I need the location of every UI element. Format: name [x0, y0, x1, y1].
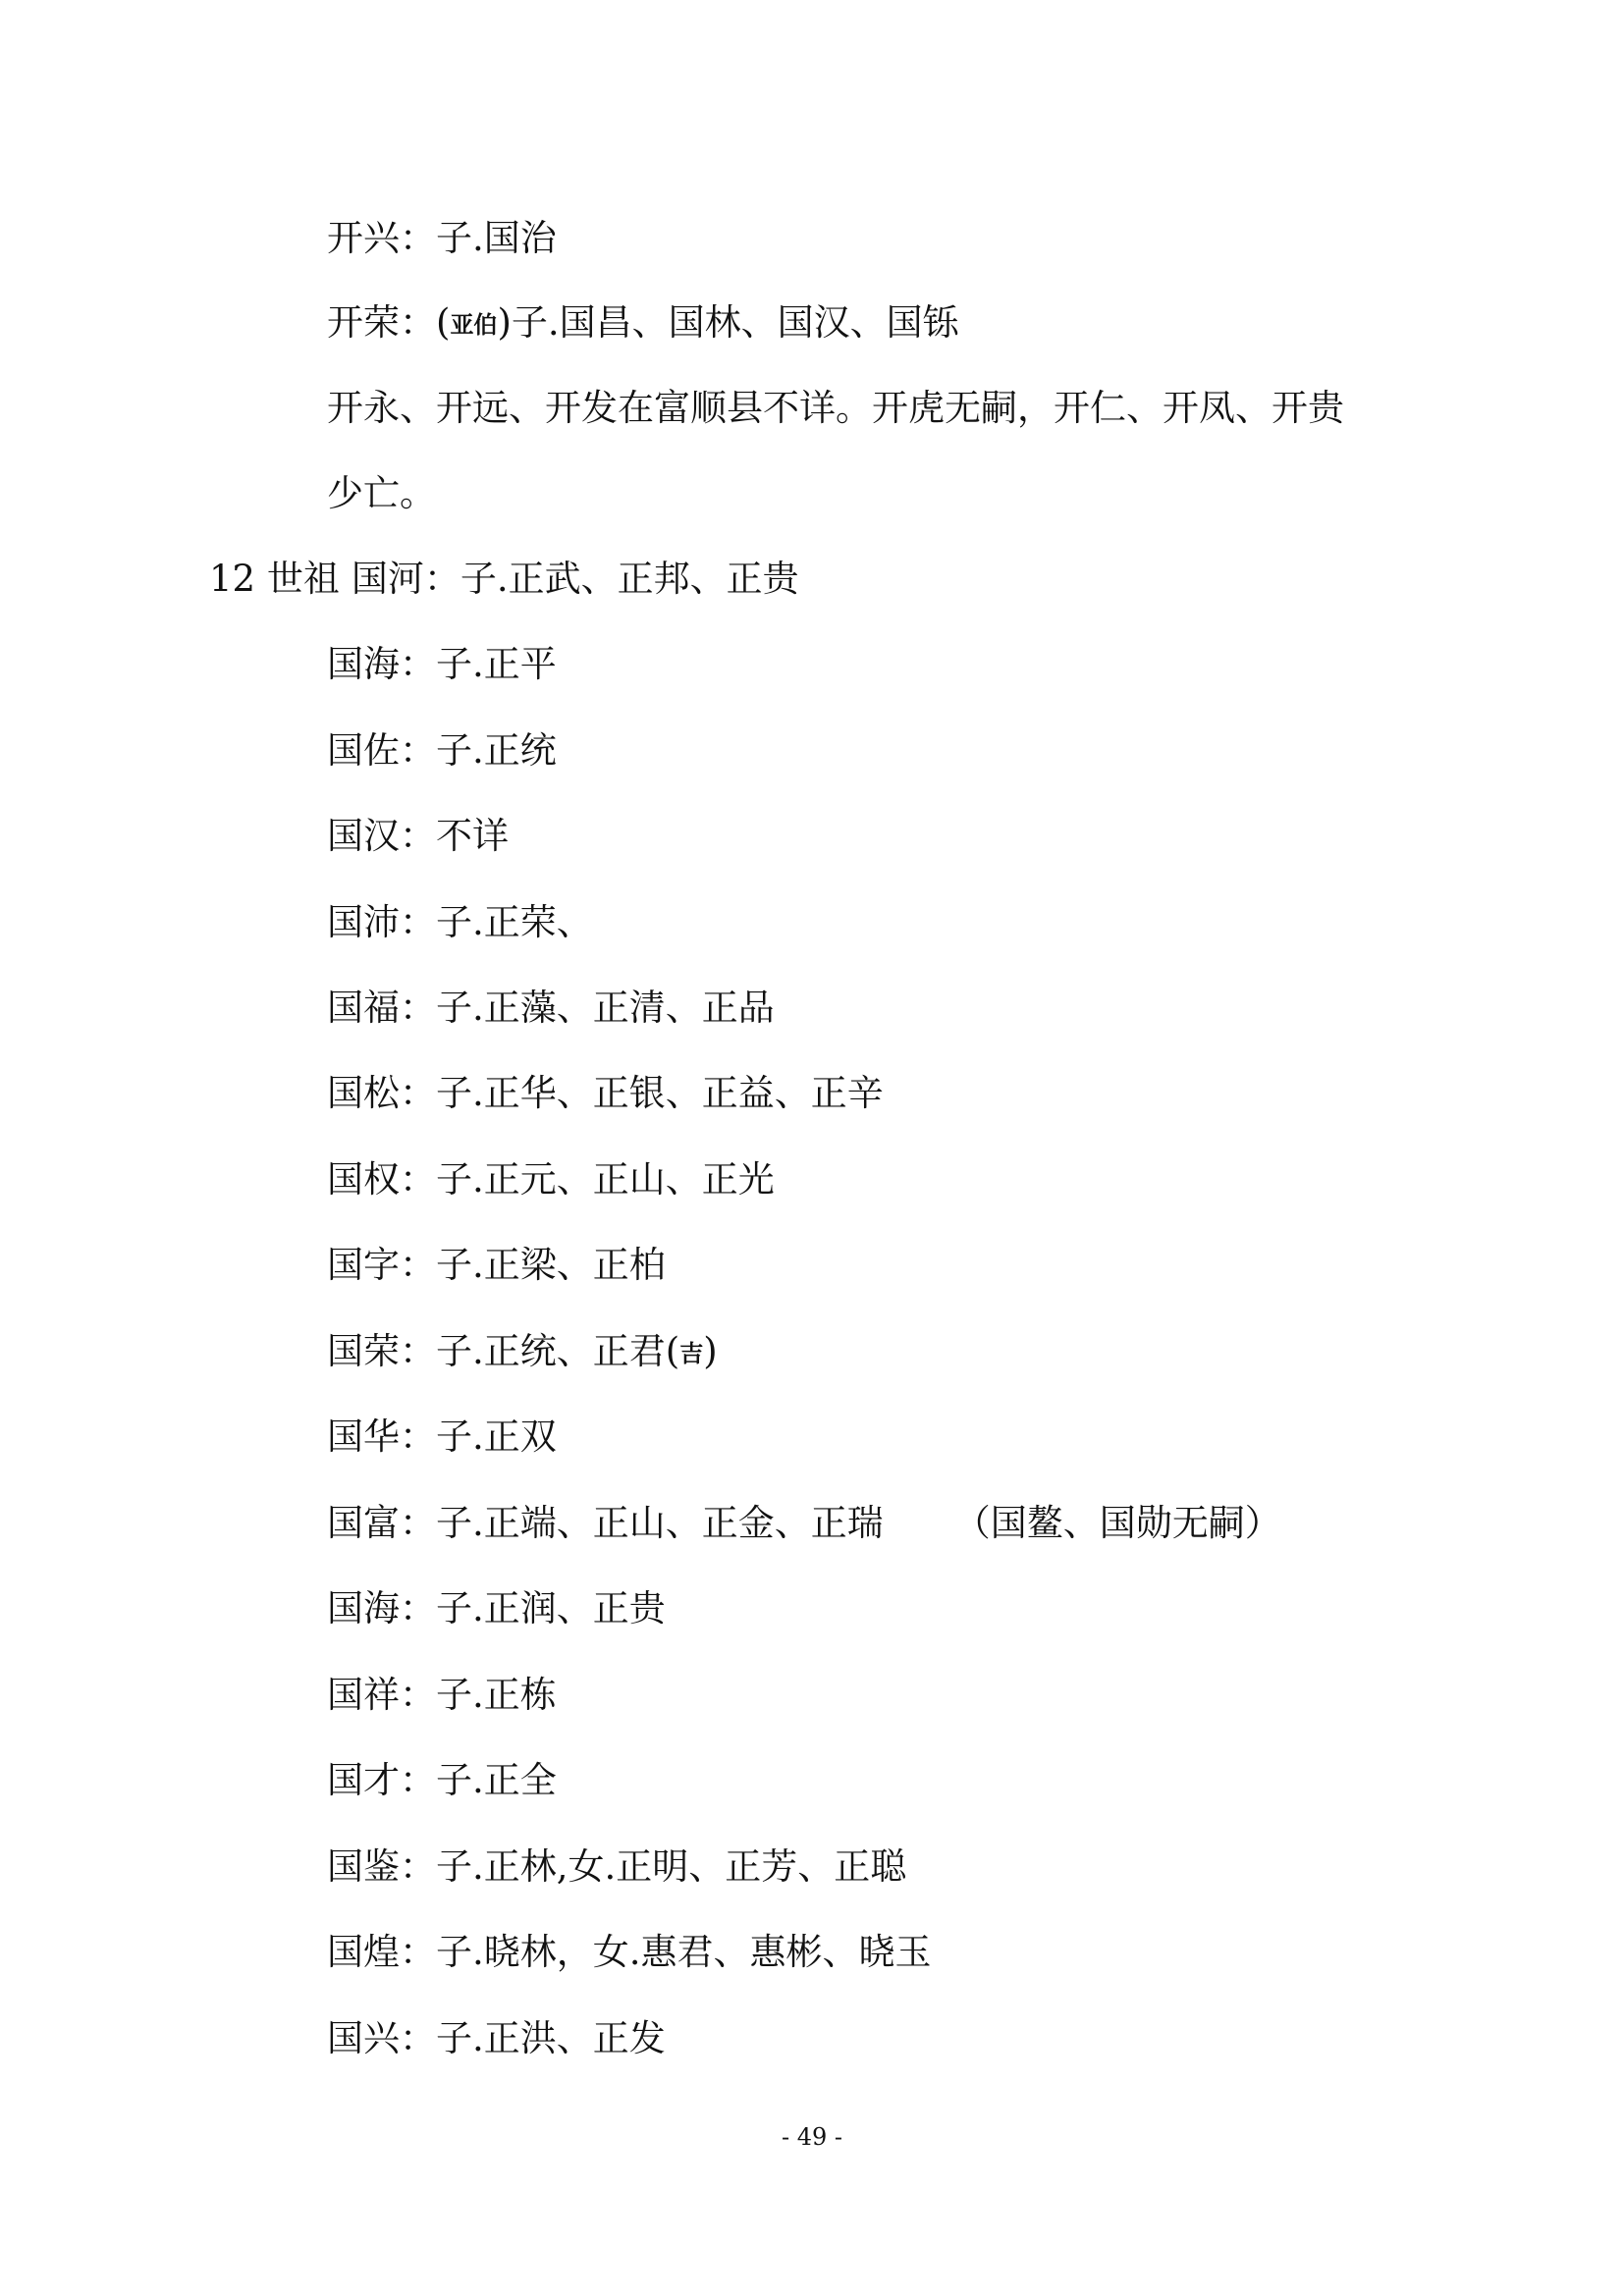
line-text: 国鉴：子.正林,女.正明、正芳、正聪: [327, 1845, 907, 1888]
line-text: 国字：子.正梁、正柏: [327, 1244, 666, 1286]
small-annotation: 亚伯: [450, 310, 498, 339]
generation-line: [209, 557, 799, 602]
line-text: 国荣：子.正统、正君: [327, 1330, 666, 1372]
text-line: [327, 300, 959, 347]
text-line: [327, 642, 557, 687]
line-text: 国华：子.正双: [327, 1415, 557, 1458]
line-text: 国松：子.正华、正银、正益、正辛: [327, 1072, 884, 1114]
line-text: 国河：子.正武、正邦、正贵: [351, 558, 799, 600]
text-line: [327, 728, 557, 774]
line-text: 国海：子.正润、正贵: [327, 1587, 666, 1629]
text-line: [327, 1157, 775, 1202]
paren-open: (: [436, 301, 451, 344]
generation-label: 12 世祖: [209, 558, 340, 600]
line-text: 少亡。: [327, 472, 436, 514]
page-number: - 49 -: [781, 2123, 842, 2151]
text-line: [327, 814, 509, 859]
text-line: [327, 986, 775, 1031]
text-line: [327, 1071, 884, 1116]
small-annotation: 吉: [679, 1339, 704, 1367]
line-text: 国煌：子.晓林，女.惠君、惠彬、晓玉: [327, 1931, 932, 1973]
text-line: [327, 1673, 557, 1718]
line-text: 国权：子.正元、正山、正光: [327, 1158, 775, 1201]
line-text: 开兴：子.国治: [327, 217, 557, 259]
text-line: [327, 1586, 666, 1631]
paren-close: ): [703, 1330, 718, 1372]
text-line: [327, 1415, 557, 1460]
line-text: 国汉：不详: [327, 815, 509, 857]
line-text: 开永、开远、开发在富顺县不详。开虎无嗣，开仁、开凤、开贵: [327, 387, 1344, 429]
line-text: 子.国昌、国林、国汉、国铄: [511, 301, 959, 344]
line-text: 国福：子.正藻、正清、正品: [327, 987, 775, 1029]
paren-open: (: [665, 1330, 680, 1372]
text-line: [327, 471, 436, 516]
text-line: [327, 1758, 557, 1803]
paren-close: ): [497, 301, 512, 344]
text-line: [327, 386, 1344, 431]
text-line: [327, 900, 593, 945]
text-line: [327, 1329, 718, 1376]
line-text: 国祥：子.正栋: [327, 1674, 557, 1716]
line-text: 国海：子.正平: [327, 643, 557, 685]
line-text: 国沛：子.正荣、: [327, 901, 593, 943]
text-line: [327, 2016, 666, 2061]
line-text: 国兴：子.正洪、正发: [327, 2017, 666, 2059]
line-note: （国鳌、国勋无嗣）: [953, 1502, 1281, 1544]
line-text: 国才：子.正全: [327, 1759, 557, 1801]
line-text: 国富：子.正端、正山、正金、正瑞: [327, 1502, 884, 1544]
text-line: [327, 1844, 906, 1890]
text-line: [327, 1243, 666, 1288]
line-text: 开荣：: [327, 301, 436, 344]
text-line: [327, 216, 557, 261]
line-text: 国佐：子.正统: [327, 729, 557, 772]
text-line: [327, 1930, 932, 1975]
text-line: [327, 1501, 1281, 1546]
